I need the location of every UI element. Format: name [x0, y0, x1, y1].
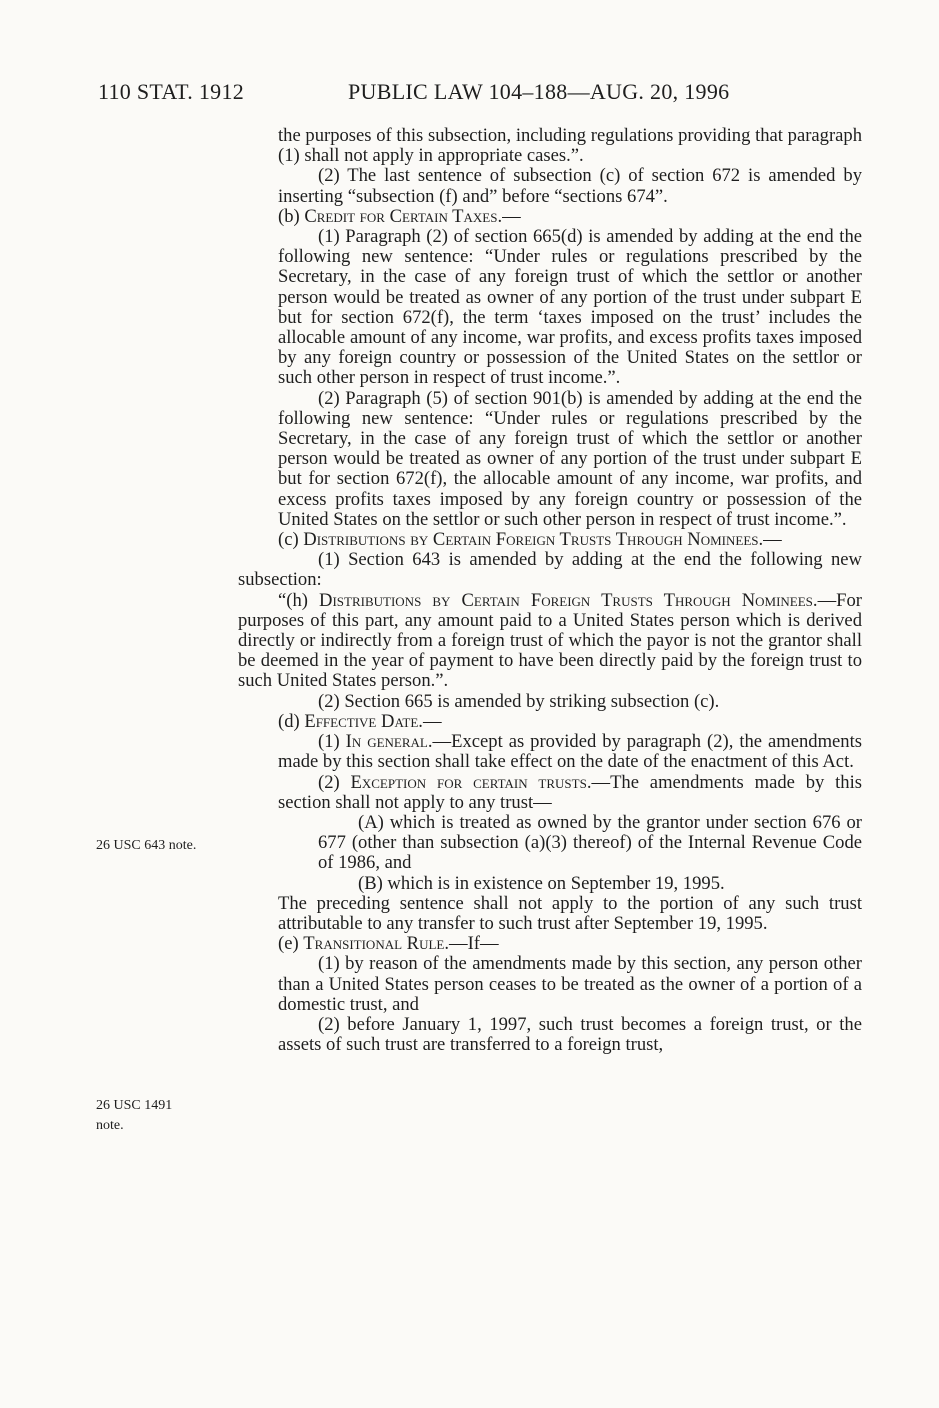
heading-b: (b) Credit for Certain Taxes.—	[278, 205, 521, 227]
statute-body	[238, 126, 862, 1055]
paragraph-c2: (2) Section 665 is amended by striking subsection (c).	[318, 690, 720, 712]
paragraph-c1: (1) Section 643 is amended by adding at the end the following new subsection:	[238, 549, 862, 591]
page-number: 110 STAT. 1912	[98, 79, 245, 104]
subsection-h: “(h) Distributions by Certain Foreign Trusts Through Nominees.—For purposes of this part, any amount paid to a United States person which is derived directly or indirectly from a foreign trust of which the payor is not the grantor shall be deemed in the year of payment to have been directly paid by the foreign trust to such United States person.”.	[238, 589, 862, 692]
paragraph-e2: (2) before January 1, 1997, such trust becomes a foreign trust, or the assets of such trust are transferred to a foreign trust,	[278, 1013, 862, 1056]
paragraph-e1: (1) by reason of the amendments made by this section, any person other than a United States person ceases to be treated as the owner of a portion of a domestic trust, and	[278, 953, 862, 1015]
heading-d: (d) Effective Date.—	[278, 710, 442, 732]
heading-e: (e) Transitional Rule.—If—	[278, 933, 499, 955]
paragraph-b1: (1) Paragraph (2) of section 665(d) is amended by adding at the end the following new sentence: “Under rules or regulations prescribed by the Secretary, in the case of any foreign trust of which the settlor or another person would be treated as owner of any portion of the trust under subpart E but for section 672(f), the term ‘taxes imposed on the trust’ includes the allocable amount of any income, war profits, and excess profits taxes imposed by any foreign country or possession of the United States on the settlor or such other person in respect of trust income.”.	[278, 226, 862, 389]
paragraph-a-cont: the purposes of this subsection, including regulations providing that paragraph (1) shall not apply in appropriate cases.”.	[278, 125, 862, 167]
clause-a: (A) which is treated as owned by the grantor under section 676 or 677 (other than subsection (a)(3) thereof) of the Internal Revenue Code of 1986, and	[318, 811, 862, 874]
paragraph-a2: (2) The last sentence of subsection (c) of section 672 is amended by inserting “subsection (f) and” before “sections 674”.	[278, 165, 862, 207]
margin-note-1491: 26 USC 1491 note.	[96, 1098, 173, 1133]
clause-b: (B) which is in existence on September 19, 1995.	[358, 872, 725, 894]
margin-note-643: 26 USC 643 note.	[96, 838, 197, 853]
flush-language: The preceding sentence shall not apply to the portion of any such trust attributable to any transfer to such trust after September 19, 1995.	[278, 892, 862, 934]
paragraph-d2: (2) Exception for certain trusts.—The amendments made by this section shall not apply to any trust—	[278, 771, 862, 813]
running-head: PUBLIC LAW 104–188—AUG. 20, 1996	[348, 79, 730, 104]
paragraph-d1: (1) In general.—Except as provided by paragraph (2), the amendments made by this section shall take effect on the date of the enactment of this Act.	[278, 731, 862, 773]
paragraph-b2: (2) Paragraph (5) of section 901(b) is amended by adding at the end the following new sentence: “Under rules or regulations prescribed by the Secretary, in the case of any foreign trust of which the settlor or another person would be treated as owner of any portion of the trust under subpart E but for section 672(f), the allocable amount of any income, war profits, and excess profits taxes imposed by any foreign country or possession of the United States on the settlor or such other person in respect of trust income.”.	[278, 387, 862, 530]
heading-c: (c) Distributions by Certain Foreign Trusts Through Nominees.—	[278, 529, 782, 551]
